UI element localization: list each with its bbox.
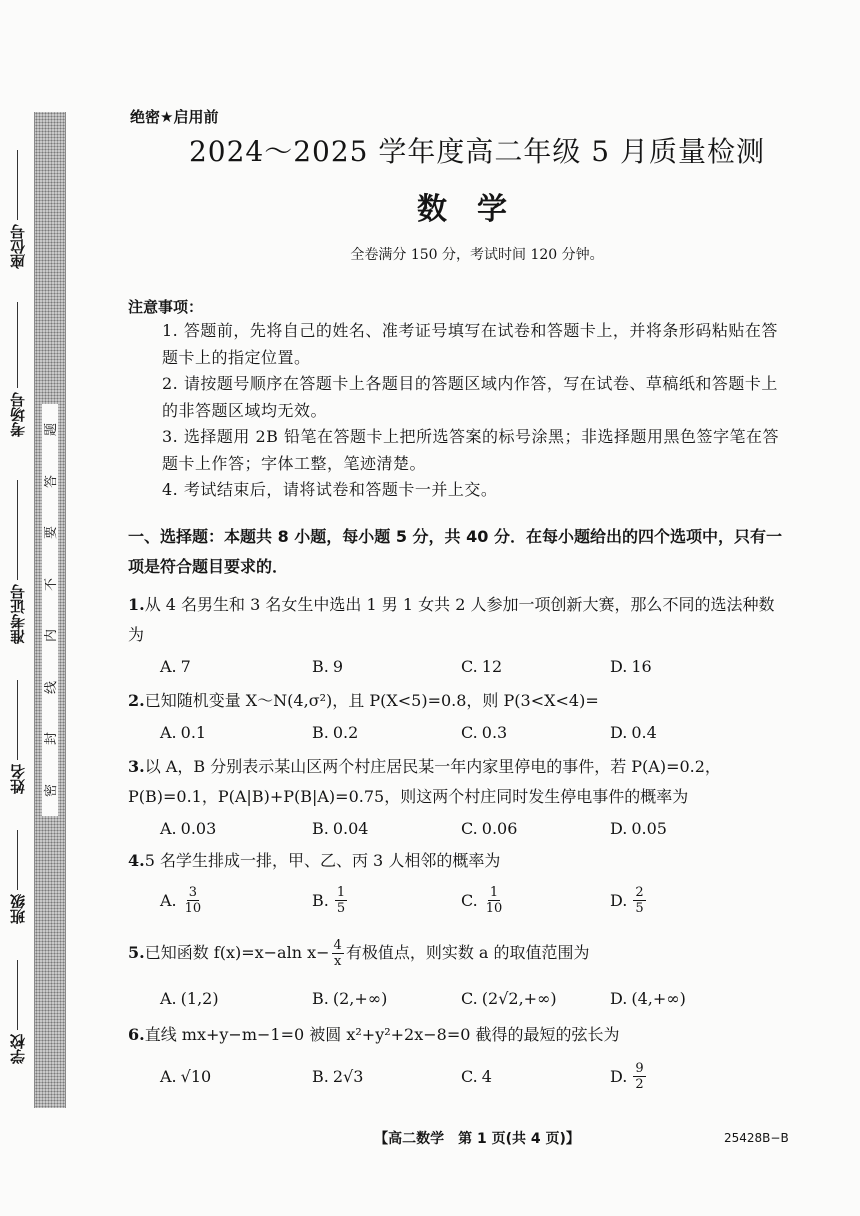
option-b[interactable]: B. (2,+∞) [312, 988, 388, 1008]
fraction: $\frac{1}{10}$ [485, 884, 503, 916]
secret-mark: 绝密★启用前 [130, 108, 219, 126]
question-2-options [160, 714, 760, 750]
question-text: 5 名学生排成一排，甲、乙、丙 3 人相邻的概率为 [144, 851, 501, 870]
seat-number-field[interactable] [4, 150, 30, 273]
option-c[interactable]: C. 0.06 [461, 818, 518, 838]
question-text: 有极值点，则实数 a 的取值范围为 [345, 943, 590, 962]
seat-number-label: 座位号 [8, 224, 27, 269]
option-c[interactable]: C. $\frac{1}{10}$ [461, 884, 503, 916]
question-1-options [160, 648, 760, 684]
exam-title: 2024～2025 学年度高二年级 5 月质量检测 [188, 135, 766, 168]
admission-number-field[interactable] [4, 480, 30, 648]
option-d[interactable]: D. $\frac{9}{2}$ [610, 1060, 644, 1092]
option-c[interactable]: C. 12 [461, 656, 503, 676]
page-footer: 【高二数学 第 1 页(共 4 页)】 [374, 1131, 580, 1147]
option-a[interactable]: A. √10 [160, 1066, 212, 1086]
seal-char: 答 [44, 474, 60, 488]
section-heading: 一、选择题：本题共 8 小题，每小题 5 分，共 40 分．在每小题给出的四个选项中，只有一项是符合题目要求的． [128, 527, 782, 576]
option-d[interactable]: D. 16 [610, 656, 652, 676]
name-label: 姓名 [8, 764, 27, 794]
question-number: 3. [128, 757, 145, 776]
blank-line [17, 480, 18, 580]
question-3-options [160, 810, 760, 846]
question-6 [128, 1020, 783, 1050]
option-c[interactable]: C. 4 [461, 1066, 492, 1086]
question-1 [128, 590, 783, 650]
question-5 [128, 938, 783, 969]
question-text: 从 4 名男生和 3 名女生中选出 1 男 1 女共 2 人参加一项创新大赛，那么不同的选法种数为 [128, 595, 775, 644]
question-number: 6. [128, 1025, 145, 1044]
option-b[interactable]: B. $\frac{1}{5}$ [312, 884, 346, 916]
blank-line [17, 302, 18, 388]
fraction: $\frac{4}{x}$ [333, 938, 342, 969]
option-b[interactable]: B. 2√3 [312, 1066, 364, 1086]
question-4-options [160, 882, 760, 918]
fraction: $\frac{1}{5}$ [336, 884, 346, 916]
note-item: 4. 考试结束后，请将试卷和答题卡一并上交。 [162, 480, 498, 499]
seal-char: 线 [44, 680, 60, 694]
subject-title: 数学 [417, 192, 537, 227]
option-c[interactable]: C. 0.3 [461, 722, 508, 742]
seal-char: 不 [44, 577, 60, 591]
name-field[interactable] [4, 680, 30, 798]
exam-info: 全卷满分 150 分，考试时间 120 分钟。 [350, 247, 604, 263]
seal-text [42, 404, 58, 816]
question-text: 以 A，B 分别表示某山区两个村庄居民某一年内家里停电的事件，若 P(A)=0.2，P(B)=0.1，P(A|B)+P(B|A)=0.75，则这两个村庄同时发生停电事件的概率为 [128, 757, 721, 806]
paper-code: 25428B−B [724, 1131, 789, 1145]
fraction: $\frac{9}{2}$ [635, 1060, 644, 1092]
fraction: $\frac{3}{10}$ [184, 884, 202, 916]
fraction: $\frac{2}{5}$ [635, 884, 644, 916]
option-d[interactable]: D. 0.05 [610, 818, 667, 838]
school-field[interactable] [4, 960, 30, 1068]
question-number: 2. [128, 691, 145, 710]
exam-room-label: 考场号 [8, 392, 27, 437]
blank-line [17, 150, 18, 220]
question-3 [128, 752, 783, 812]
question-text: 已知随机变量 X～N(4,σ²)，且 P(X<5)=0.8，则 P(3<X<4)= [144, 691, 599, 710]
class-field[interactable] [4, 830, 30, 928]
question-4 [128, 846, 783, 876]
notes-heading: 注意事项： [128, 298, 204, 316]
blank-line [17, 960, 18, 1030]
question-number: 4. [128, 851, 145, 870]
note-item: 1. 答题前，先将自己的姓名、准考证号填写在试卷和答题卡上，并将条形码粘贴在答题卡上的指定位置。 [162, 321, 778, 367]
school-label: 学校 [8, 1034, 27, 1064]
seal-char: 题 [44, 422, 60, 437]
seal-char: 密 [44, 783, 60, 797]
seal-char: 内 [44, 629, 60, 643]
blank-line [17, 830, 18, 890]
admission-number-label: 准考证号 [8, 584, 27, 644]
option-d[interactable]: D. 0.4 [610, 722, 657, 742]
option-a[interactable]: A. 0.03 [160, 818, 217, 838]
option-b[interactable]: B. 9 [312, 656, 344, 676]
option-a[interactable]: A. $\frac{3}{10}$ [160, 884, 202, 916]
option-a[interactable]: A. 0.1 [160, 722, 207, 742]
question-5-options [160, 980, 760, 1016]
seal-char: 要 [44, 526, 60, 540]
option-d[interactable]: D. (4,+∞) [610, 988, 686, 1008]
seal-char: 封 [44, 732, 60, 746]
note-item: 2. 请按题号顺序在答题卡上各题目的答题区域内作答，写在试卷、草稿纸和答题卡上的非答题区域均无效。 [162, 374, 778, 420]
option-d[interactable]: D. $\frac{2}{5}$ [610, 884, 644, 916]
option-b[interactable]: B. 0.2 [312, 722, 359, 742]
option-a[interactable]: A. (1,2) [160, 988, 219, 1008]
question-number: 1. [128, 595, 145, 614]
note-item: 3. 选择题用 2B 铅笔在答题卡上把所选答案的标号涂黑；非选择题用黑色签字笔在答题卡上作答；字体工整，笔迹清楚。 [162, 427, 779, 473]
class-label: 班级 [8, 894, 27, 924]
question-number: 5. [128, 943, 145, 962]
question-2 [128, 686, 783, 716]
question-text: 直线 mx+y−m−1=0 被圆 x²+y²+2x−8=0 截得的最短的弦长为 [144, 1025, 620, 1044]
blank-line [17, 680, 18, 760]
option-c[interactable]: C. (2√2,+∞) [461, 988, 557, 1008]
question-6-options [160, 1058, 760, 1094]
exam-room-field[interactable] [4, 302, 30, 441]
question-text: 已知函数 f(x)=x−aln x− [144, 943, 330, 962]
option-a[interactable]: A. 7 [160, 656, 191, 676]
option-b[interactable]: B. 0.04 [312, 818, 369, 838]
